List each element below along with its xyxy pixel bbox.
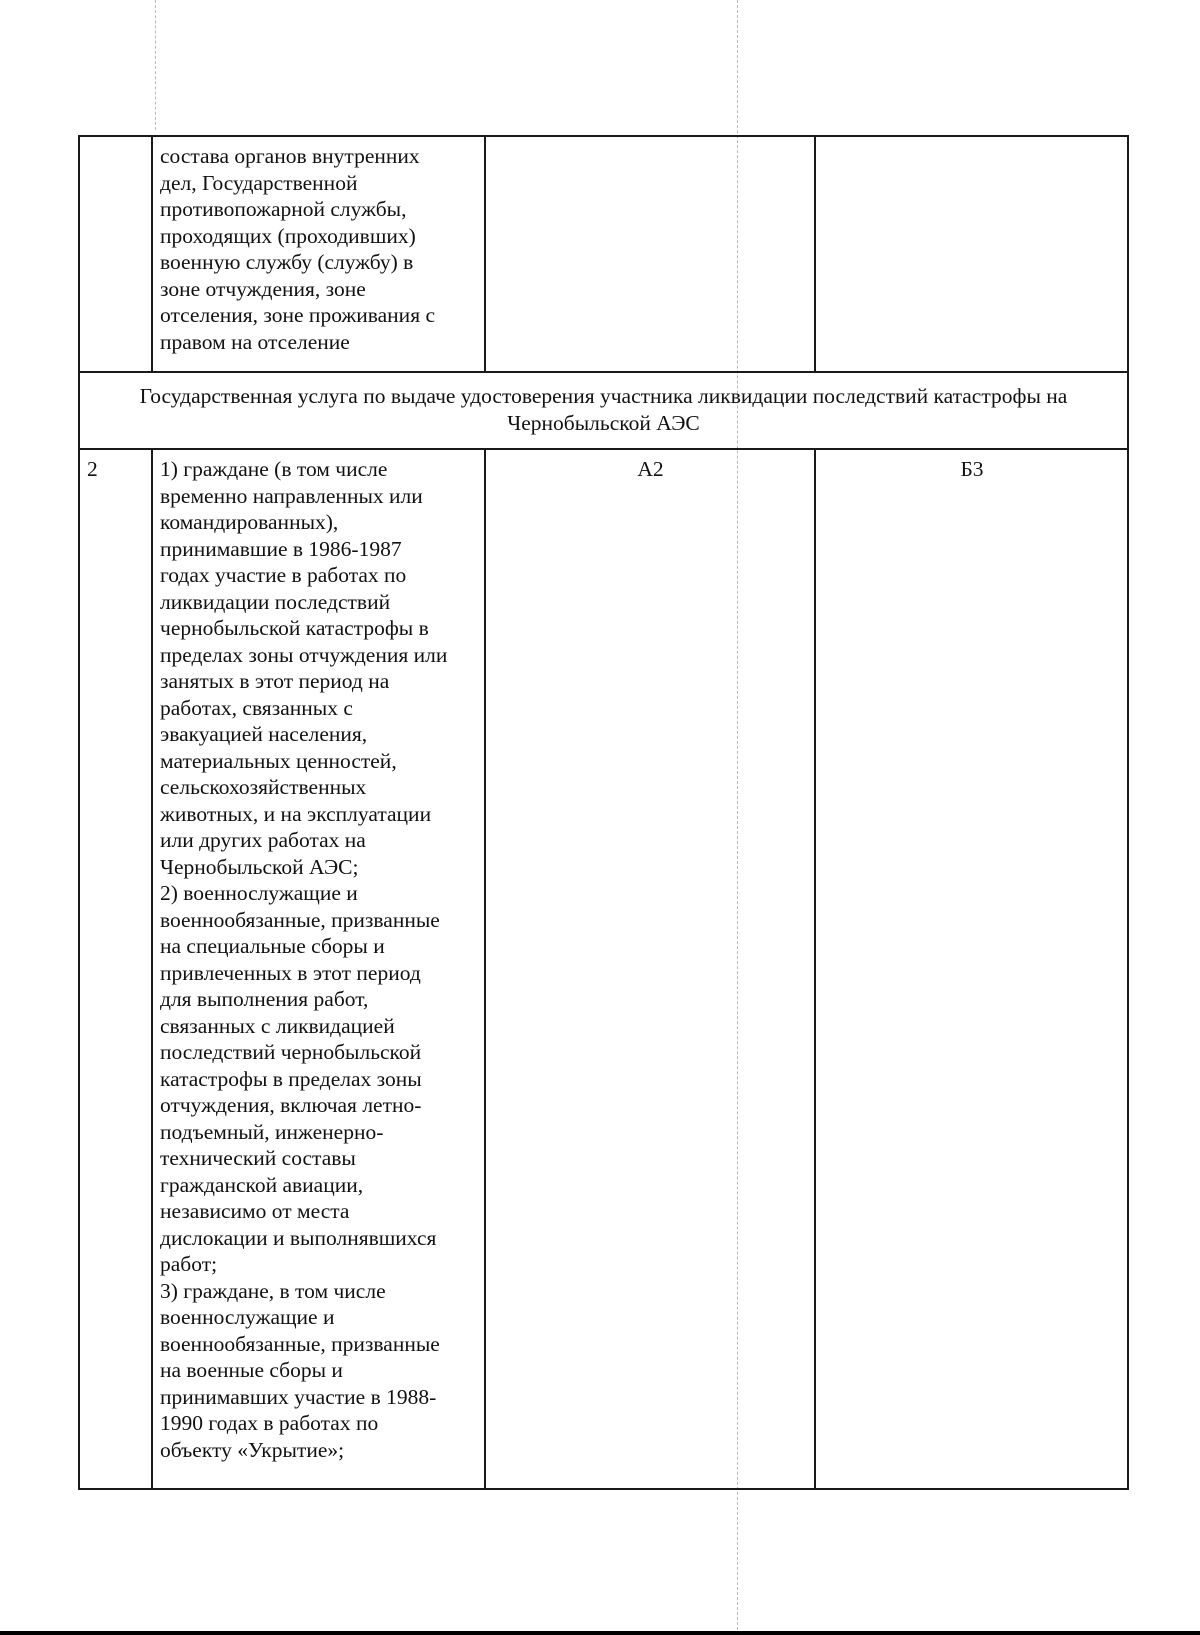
table-row-continued	[79, 136, 1128, 372]
row-number-cell	[79, 136, 152, 372]
scan-margin-line	[155, 0, 156, 130]
scan-bottom-edge	[0, 1631, 1200, 1635]
row-col-a-cell: А2	[485, 449, 815, 1489]
row-col-b-cell	[815, 136, 1128, 372]
row-col-b-cell: Б3	[815, 449, 1128, 1489]
row-description-cell: 1) граждане (в том числе временно направленных или командированных), принимавшие в 1986-1987 годах участие в работах по ликвидации последствий чернобыльской катастрофы в пределах зоны отчуждения или занятых в этот период на работах, связанных с эвакуацией населения, материальных ценностей, сельскохозяйственных животных, и на эксплуатации или других работах на Чернобыльской АЭС; 2) военнослужащие и военнообязанные, призванные на специальные сборы и привлеченных в этот период для выполнения работ, связанных с ликвидацией последствий чернобыльской катастрофы в пределах зоны отчуждения, включая летно- подъемный, инженерно- технический составы гражданской авиации, независимо от места дислокации и выполнявшихся работ; 3) граждане, в том числе военнослужащие и военнообязанные, призванные на военные сборы и принимавших участие в 1988- 1990 годах в работах по объекту «Укрытие»;	[152, 449, 485, 1489]
document-table	[78, 135, 1129, 1490]
table-row-section-title	[79, 372, 1128, 449]
table-row-2	[79, 449, 1128, 1489]
row-description-cell: состава органов внутренних дел, Государственной противопожарной службы, проходящих (проходивших) военную службу (службу) в зоне отчуждения, зоне отселения, зоне проживания с правом на отселение	[152, 136, 485, 372]
row-col-a-cell	[485, 136, 815, 372]
row-number-cell: 2	[79, 449, 152, 1489]
section-title: Государственная услуга по выдаче удостоверения участника ликвидации последствий катастрофы на Чернобыльской АЭС	[79, 372, 1128, 449]
